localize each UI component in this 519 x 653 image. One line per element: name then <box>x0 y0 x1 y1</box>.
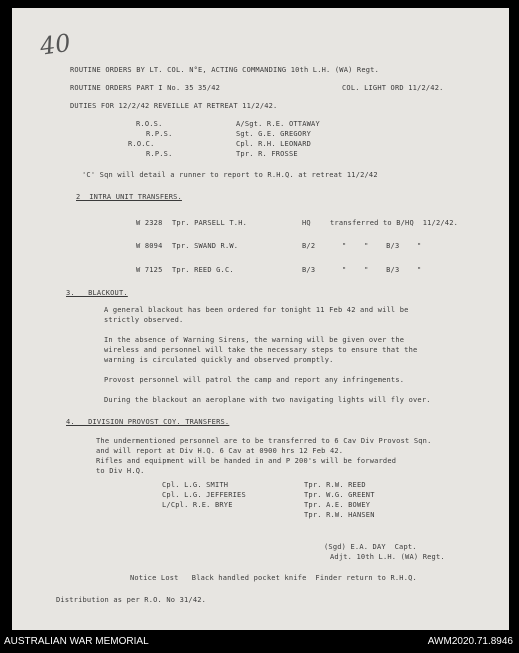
item-4-paragraph: and will report at Div H.Q. 6 Cav at 0900 hrs 12 Feb 42. <box>96 447 344 455</box>
transfer-from: B/2 <box>302 242 316 250</box>
transfer-number: W 7125 <box>136 266 163 274</box>
item-3-paragraph: warning is circulated quickly and observed promptly. <box>104 356 334 364</box>
duty-role: R.P.S. <box>146 130 173 138</box>
transfer-personnel-left: Cpl. L.G. JEFFERIES <box>162 491 246 499</box>
transfer-name: Tpr. REED G.C. <box>172 266 234 274</box>
item-2-heading: 2 INTRA UNIT TRANSFERS. <box>76 193 182 201</box>
header-line-2-left: ROUTINE ORDERS PART I No. 35 35/42 <box>70 84 221 92</box>
duty-role: R.O.C. <box>128 140 155 148</box>
transfer-personnel-right: Tpr. R.W. REED <box>304 481 366 489</box>
duty-name: Cpl. R.H. LEONARD <box>236 140 312 148</box>
archive-reference: AWM2020.71.8946 <box>427 636 513 647</box>
item-3-heading: 3. BLACKOUT. <box>66 289 128 297</box>
duty-name: Tpr. R. FROSSE <box>236 150 298 158</box>
transfer-name: Tpr. SWAND R.W. <box>172 242 239 250</box>
transfer-personnel-right: Tpr. W.G. GREENT <box>304 491 375 499</box>
item-3-paragraph: Provost personnel will patrol the camp and report any infringements. <box>104 376 405 384</box>
transfer-personnel-right: Tpr. R.W. HANSEN <box>304 511 375 519</box>
item-1-text: 'C' Sqn will detail a runner to report to R.H.Q. at retreat 11/2/42 <box>82 171 378 179</box>
transfer-personnel-right: Tpr. A.E. BOWEY <box>304 501 371 509</box>
header-line-3: DUTIES FOR 12/2/42 REVEILLE AT RETREAT 11/2/42. <box>70 102 278 110</box>
handwritten-page-number: 40 <box>38 28 73 61</box>
item-4-paragraph: Rifles and equipment will be handed in and P 200's will be forwarded <box>96 457 397 465</box>
duty-role: R.O.S. <box>136 120 163 128</box>
distribution-line: Distribution as per R.O. No 31/42. <box>56 596 207 604</box>
item-3-paragraph: In the absence of Warning Sirens, the warning will be given over the <box>104 336 405 344</box>
item-3-paragraph: During the blackout an aeroplane with two navigating lights will fly over. <box>104 396 431 404</box>
transfer-to: " " B/3 " <box>342 242 422 250</box>
header-line-2-right: COL. LIGHT ORD 11/2/42. <box>342 84 444 92</box>
transfer-number: W 2328 <box>136 219 163 227</box>
transfer-personnel-left: Cpl. L.G. SMITH <box>162 481 229 489</box>
archive-name: AUSTRALIAN WAR MEMORIAL <box>4 636 149 647</box>
transfer-to: transferred to B/HQ 11/2/42. <box>330 219 459 227</box>
signature-line: (Sgd) E.A. DAY Capt. <box>324 543 417 551</box>
transfer-from: B/3 <box>302 266 316 274</box>
header-line-1: ROUTINE ORDERS BY LT. COL. N°E, ACTING COMMANDING 10th L.H. (WA) Regt. <box>70 66 380 74</box>
document-page <box>12 8 509 630</box>
archive-footer <box>0 630 519 653</box>
transfer-from: HQ <box>302 219 311 227</box>
item-4-paragraph: The undermentioned personnel are to be transferred to 6 Cav Div Provost Sqn. <box>96 437 432 445</box>
transfer-name: Tpr. PARSELL T.H. <box>172 219 248 227</box>
signature-title: Adjt. 10th L.H. (WA) Regt. <box>330 553 445 561</box>
item-3-paragraph: strictly observed. <box>104 316 184 324</box>
item-4-paragraph: to Div H.Q. <box>96 467 145 475</box>
transfer-number: W 8094 <box>136 242 163 250</box>
notice-lost: Notice Lost Black handled pocket knife Finder return to R.H.Q. <box>130 574 417 582</box>
transfer-personnel-left: L/Cpl. R.E. BRYE <box>162 501 233 509</box>
duty-role: R.P.S. <box>146 150 173 158</box>
transfer-to: " " B/3 " <box>342 266 422 274</box>
item-3-paragraph: wireless and personnel will take the necessary steps to ensure that the <box>104 346 418 354</box>
item-4-heading: 4. DIVISION PROVOST COY. TRANSFERS. <box>66 418 230 426</box>
duty-name: Sgt. G.E. GREGORY <box>236 130 312 138</box>
item-3-paragraph: A general blackout has been ordered for tonight 11 Feb 42 and will be <box>104 306 409 314</box>
duty-name: A/Sgt. R.E. OTTAWAY <box>236 120 320 128</box>
